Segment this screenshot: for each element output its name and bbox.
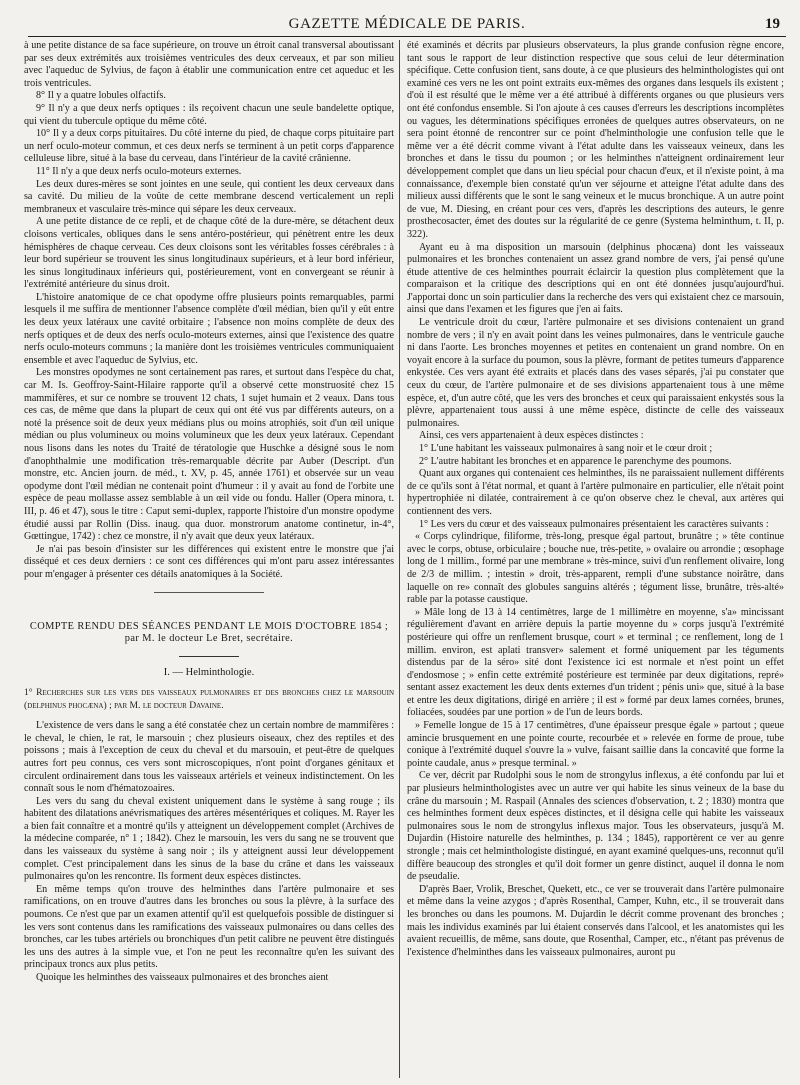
paragraph: Quoique les helminthes des vaisseaux pulmonaires et des bronches aient [36,972,329,983]
paragraph: 11° Il n'y a que deux nerfs oculo-moteurs externes. [36,165,242,177]
section-divider [154,592,264,593]
paragraph: 8° Il y a quatre lobules olfactifs. [36,90,166,102]
paragraph: A une petite distance de ce repli, et de chaque côté de la dure-mère, se détachent deux cloisons verticales, obliques dans le sens antéro-postérieur, qui pénètrent entre les deux hémisphères de chaque cerveau. Ces deux cloisons sont les véritables fosses cérébrales : à leur bord supérieur se trouvent les sinus longitudinaux supérieurs, et à leur bord inférieur, les sinus longitudinaux inférieurs qui, postérieurement, vont en convergeant se réunir à l'extrémité antérieure du sinus droit. [24,216,394,291]
paragraph: Les deux dures-mères se sont jointes en une seule, qui contient les deux cerveaux dans sa cavité. Du milieu de la voûte de cette membrane descend verticalement un repli membraneux et vasculaire très-mince qui sépare les deux cerveaux. [24,178,394,215]
paragraph: L'existence de vers dans le sang a été constatée chez un certain nombre de mammifères : le cheval, le chien, le rat, le marsouin ; chez plusieurs oiseaux, chez des reptiles et des poissons ; mais à l'exception de ceux du cheval et du marsouin, et peut-être de quelques autres fort peu connus, ces vers sont microscopiques, n'ont point d'organes génitaux et circulent ordinairement dans tous les vaisseaux artériels et veineux indistinctement. On les connaît sous le nom d'hématozoaires. [24,720,394,795]
running-title: GAZETTE MÉDICALE DE PARIS. [288,16,526,32]
subsection-title: I. — Helminthologie. [24,656,394,680]
paragraph: 1° Les vers du cœur et des vaisseaux pulmonaires présentaient les caractères suivants : [419,518,769,530]
report-heading-author: par M. le docteur Le Bret, secrétaire. [124,633,294,645]
left-column [24,40,394,1080]
paragraph: à une petite distance de sa face supérieure, on trouve un étroit canal transversal aboutissant par ses deux extrémités aux troisièmes ventricules des deux cerveaux, et par son milieu avec l'aqueduc de Sylvius, de façon à établir une communication entre cet aqueduc et les trois ventricules. [24,40,394,89]
page-number: 19 [765,16,780,32]
paragraph: été examinés et décrits par plusieurs observateurs, la plus grande confusion règne encore, tant sous le rapport de leur distinction respective que sous celui de leur détermination spécifique. Cette confusion tient, sans doute, à ce que plusieurs des helminthologistes qui ont examiné ces vers ne les ont point extraits eux-mêmes des organes dans lesquels ils existent ; d'où il est résulté que le même ver a été attribué à différents organes ou que plusieurs vers ont été confondus ensemble. Si l'on ajoute à ces causes d'erreurs les descriptions incomplètes ou vagues, les déterminations spécifiques erronées de quelques autres observateurs, on ne sera point étonné de rencontrer sur ce point d'helminthologie une confusion telle que le même ver a été décrit comme vivant à l'état adulte dans les vaisseaux veineux, dans les bronches et dans le tissu du poumon ; or les helminthes n'atteignent ordinairement leur développement complet que dans un lieu spécial pour chacun d'eux, et il n'existe point, à ma connaissance, d'exemple bien constaté qu'un ver séjourne et atteigne l'état adulte dans des milieux aussi différents que le sont le sang veineux et le mucus bronchique. A un autre point de vue, M. Diesing, en créant pour ces vers, d'après les descriptions des auteurs, le genre prosthecosacter, émet des doutes sur la régularité de ce genre (Systema helminthum, t. II, p. 322). [407,40,784,240]
research-title: 1° Recherches sur les vers des vaisseaux pulmonaires et des bronches chez le marsouin (delphinus phocæna) ; par M. le docteur Davaine. [24,687,394,711]
paragraph: 1° L'une habitant les vaisseaux pulmonaires à sang noir et le cœur droit ; [419,443,713,454]
right-column [407,40,784,1080]
paragraph: Je n'ai pas besoin d'insister sur les différences qui existent entre le monstre que j'ai disséqué et ces deux derniers : ce sont ces différences qui m'ont paru assez intéressantes pour m'engager à présenter ces détails anatomiques à la Société. [24,543,394,580]
paragraph: Les monstres opodymes ne sont certainement pas rares, et surtout dans l'espèce du chat, car M. Is. Geoffroy-Saint-Hilaire rapporte qu'il a observé cette monstruosité chez 15 mammifères, et sur ce nombre se trouvent 12 chats, 1 sujet humain et 2 veaux. Dans tous ces cas, de même que dans la plupart de ceux qui ont été vus par différents auteurs, on a noté la présence soit de deux yeux médians plus ou moins atrophiés, soit d'un œil unique médian ou plus volumineux ou moins volumineux que les deux yeux latéraux. Cependant nous lisons dans les notes du Traité de tératologie que Huschke a désigné sous le nom d'anophthalmie une modification très-remarquable décrite par Auber (Descript. d'un monstre, etc. Ancien journ. de méd., t. XV, p. 45, année 1761) et observée sur un veau opodyme dont l'œil médian ne contenait point d'humeur : il y avait au fond de l'orbite une espèce de peau mollasse assez semblable à un œil vide ou fondu. Haller (Opera minora, t. III, p. 46 et 47), sous le titre : Caput semi-duplex, rapporte l'histoire d'un monstre opodyme étudié aussi par Rollin (Diss. inaug. qua duor. monstrorum anatome continetur, in-4°, Gœttingue, 1742) : chez ce monstre, il n'y avait que deux yeux latéraux. [24,367,394,543]
paragraph: Quant aux organes qui contenaient ces helminthes, ils ne paraissaient nullement différents de ce qu'ils sont à l'état normal, et quant à l'artère pulmonaire en particulier, elle n'était point hypertrophiée ni dilatée, contrairement à ce qu'on observe chez le cheval, aux artères qui contiennent des vers. [407,468,784,517]
species-description-quote [407,531,784,770]
quote-paragraph: » Femelle longue de 15 à 17 centimètres, d'une épaisseur presque égale » partout ; queue amincie brusquement en une pointe courte, recourbée et » relevée en forme de proue, tube conique à l'extrémité duquel s'ouvre la » vulve, faisant saillie dans la concavité que forme la pointe caudale, anus » presque terminal. » [407,720,784,769]
paragraph: Ainsi, ces vers appartenaient à deux espèces distinctes : [419,430,644,442]
paragraph: Ce ver, décrit par Rudolphi sous le nom de strongylus inflexus, a été confondu par lui et par plusieurs helminthologistes avec un autre ver qui habite les sinus veineux de la base du crâne du marsouin ; M. Raspail (Annales des sciences d'observation, t. 2 ; 1830) montra que ces helminthes forment deux espèces distinctes, et il désigna celle qui habite les vaisseaux pulmonaires sous le nom de strongylus inflexus major. Tous les observateurs, jusqu'à M. Dujardin (Histoire naturelle des helminthes, p. 134 ; 1845), rapportèrent ce ver au genre strongle ; mais cet helminthologiste distingué, en ayant examiné quelques-uns, reconnut qu'il diffère beaucoup des strongles et qu'il doit former un genre distinct, auquel il donna le nom de pseudalie. [407,770,784,883]
report-heading-title: COMPTE RENDU DES SÉANCES PENDANT LE MOIS D'OCTOBRE 1854 ; [29,620,389,632]
paragraph: 9° Il n'y a que deux nerfs optiques : ils reçoivent chacun une seule bandelette optique, qui vient du tubercule optique du même côté. [24,102,394,127]
paragraph: 2° L'autre habitant les bronches et en apparence le parenchyme des poumons. [419,455,732,467]
paragraph: L'histoire anatomique de ce chat opodyme offre plusieurs points remarquables, parmi lesquels il me suffira de mentionner l'absence complète d'œil médian, bien qu'il y eût entre les deux yeux latéraux une cavité orbitaire ; l'absence non moins complète de deux des nerfs optiques et de deux des nerfs oculo-moteurs externes, ainsi que l'existence des quatre nerfs oculo-moteurs communs ; la manière dont les troisièmes ventricules communiquaient ensemble et avec l'aqueduc de Sylvius, etc. [24,291,394,366]
paragraph: Le ventricule droit du cœur, l'artère pulmonaire et ses divisions contenaient un grand nombre de vers ; il n'y en avait point dans les veines pulmonaires, dans le ventricule gauche ni dans l'aorte. Les bronches moyennes et petites en contenaient un grand nombre. On en voyait encore à la surface du poumon, sous la plèvre, formant de petites tumeurs d'apparence enkystée. Ces vers ayant été extraits et placés dans des vases séparés, j'ai pu constater que ceux du cœur, de l'artère pulmonaire et de ses divisions appartenaient tous à une même espèce, et, d'un autre côté, que les vers des bronches et ceux qui paraissaient enkystés sous la plèvre, appartenaient tous aussi à une même espèce, distincte de celle des vaisseaux pulmonaires. [407,317,784,429]
quote-paragraph: » Mâle long de 13 à 14 centimètres, large de 1 millimètre en moyenne, s'a» mincissant régulièrement d'avant en arrière depuis la partie moyenne du » corps jusqu'à l'extrémité postérieure qui offre un renflement brusque, court » et terminal ; ce renflement, long de 1 millim. environ, est aplati transver» salement et formé uniquement par les téguments distendus par de la séro» sité dont l'existence ici est normale et n'est point un effet d'endosmose ; » enfin cette extrémité postérieure est terminée par deux digitations, repré» sentant assez exactement les deux dents externes d'un trident ; pénis uni» que, situé à la base et entre les deux digitations, dirigé en arrière ; il est » formé par deux lames cornées, brunes, foliacées, soudées par une portion » de l'un de leurs bords. [407,606,784,719]
paragraph: D'après Baer, Vrolik, Breschet, Quekett, etc., ce ver se trouverait dans l'artère pulmonaire et même dans la veine azygos ; d'après Rosenthal, Camper, Kuhn, etc., il se trouverait dans les bronches ou dans les poumons. M. Dujardin le décrit comme provenant des bronches ; mais les individus examinés par lui étaient conservés dans l'alcool, et les anatomistes qui les avaient recueillis, de même, sans doute, que Rosenthal, Camper, etc., n'étant pas prévenus de l'existence d'helminthes dans les vaisseaux pulmonaires, auront pu [407,883,784,958]
page-header [28,10,786,38]
paragraph: Les vers du sang du cheval existent uniquement dans le système à sang rouge ; ils habitent des dilatations anévrismatiques des artères mésentériques et coliques. M. Rayer les a bien fait connaître et a montré qu'ils y atteignent un développement complet (Archives de la médecine comparée, n° 1 ; 1842). Chez le marsouin, les vers du sang ne se trouvent que dans les vaisseaux du système à sang noir ; ils y atteignent aussi leur développement complet. C'est principalement dans les sinus de la base du crâne et dans les vaisseaux pulmonaires qu'on les rencontre. Ils forment deux espèces distinctes. [24,795,394,883]
column-rule [399,40,400,1078]
quote-paragraph: « Corps cylindrique, filiforme, très-long, presque égal partout, brunâtre ; » tête continue avec le corps, obtuse, orbiculaire ; bouche nue, très-petite, » ovalaire ou arrondie ; œsophage long de 1 millim., formé par une membrane » très-mince, suivi d'un renflement olivaire, long de 2/3 de millim. ; intestin » droit, très-apparent, rempli d'une substance noirâtre, dans laquelle on re» connaît des globules sanguins altérés ; tégument lisse, brunâtre, très-alté» rable par la potasse caustique. [407,531,784,606]
paragraph: En même temps qu'on trouve des helminthes dans l'artère pulmonaire et ses ramifications, on en trouve d'autres dans les bronches ou sous la plèvre, à la surface des poumons. Ce n'est que par un examen attentif qu'il est quelquefois possible de distinguer si les vers sont contenus dans les ramifications des vaisseaux pulmonaires ou dans celles des bronches, car les tubes artériels ou bronchiques d'un petit calibre ne peuvent être distingués les uns des autres à la simple vue, et l'on ne peut les reconnaître qu'en les suivant des principaux troncs aux plus petits. [24,883,394,971]
header-rule [28,36,786,37]
report-heading [24,621,394,646]
paragraph: Ayant eu à ma disposition un marsouin (delphinus phocæna) dont les vaisseaux pulmonaires et les bronches contenaient un assez grand nombre de vers, j'ai pensé qu'une étude attentive de ces helminthes pourrait éclaircir la question plus complètement que la comparaison et la critique des descriptions qui en ont été données jusqu'aujourd'hui. J'apportai donc un soin particulier dans la recherche des vers qui existaient chez ce marsouin, ainsi que dans l'examen et les figures que j'en ai faits. [407,241,784,316]
paragraph: 10° Il y a deux corps pituitaires. Du côté interne du pied, de chaque corps pituitaire part un nerf oculo-moteur commun, et ces deux nerfs se terminent à un petit corps d'apparence celluleuse libre, situé à la base du cerveau, dans l'intérieur de la cavité crânienne. [24,128,394,165]
